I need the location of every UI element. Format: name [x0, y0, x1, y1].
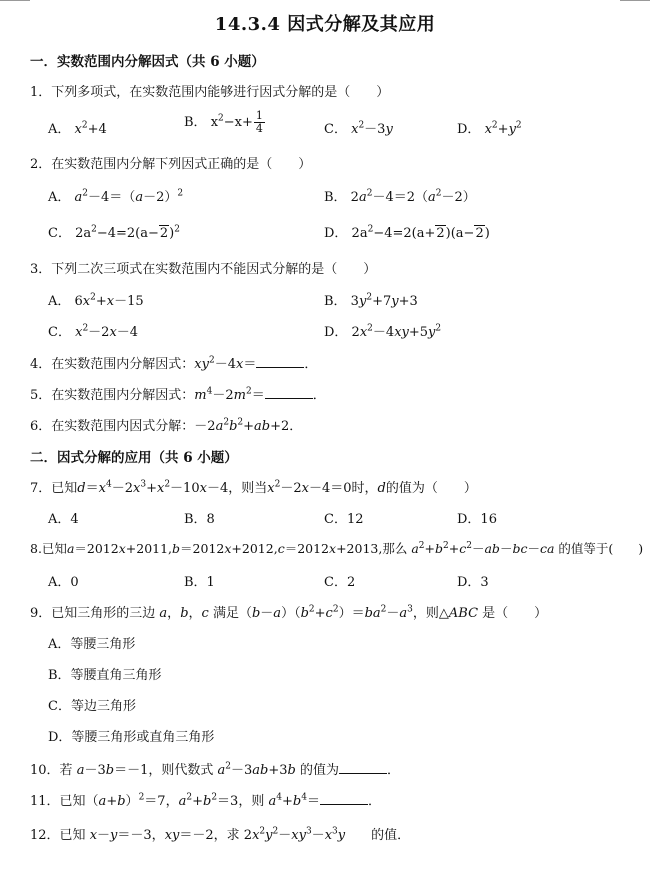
answer-blank [339, 761, 387, 774]
sqrt-two: 2 [475, 226, 484, 241]
question-5: 5．在实数范围内分解因式：$m^4-2m^2=$ ． [30, 386, 326, 403]
q7-option-c: C．12 [324, 512, 364, 527]
question-3-stem: 3．下列二次三项式在实数范围内不能因式分解的是（ ） [30, 262, 377, 277]
fraction-one-quarter: $\frac{1}{4}$ [255, 109, 263, 135]
question-2-stem: 2．在实数范围内分解下列因式正确的是（ ） [30, 157, 312, 172]
question-4: 4．在实数范围内分解因式：$xy^2-4x=$ ． [30, 355, 318, 372]
answer-blank [265, 386, 313, 399]
q9-option-b: B．等腰直角三角形 [48, 668, 162, 683]
q3-option-c: C． $x^2-2x-4$ [48, 323, 139, 340]
q8-option-a: A．0 [48, 575, 79, 590]
q7-option-b: B．8 [184, 512, 215, 527]
q3-option-b: B． $3y^2+7y+3$ [324, 292, 418, 309]
q2-option-c: C． $2a^2-4=2(a-2)^2$ [48, 224, 180, 241]
q1-option-a: A． $x^2+4$ [48, 120, 107, 137]
q2-option-d: D． $2a^2-4=2(a+2)(a-2)$ [324, 224, 490, 241]
header-rule-right [620, 0, 650, 1]
question-6: 6．在实数范围内因式分解：$-2a^2b^2+ab+2$． [30, 417, 303, 434]
q1-option-c: C． $x^2-3y$ [324, 120, 393, 137]
question-9-stem: 9．已知三角形的三边 a，b，c 满足$(b-a)(b^2+c^2)=ba^2-a^3$，则△ABC 是（ ） [30, 604, 548, 621]
q8-option-d: D．3 [457, 575, 489, 590]
q1-option-b: B． $x^2-x+$ $\frac{1}{4}$ [184, 109, 263, 135]
q9-option-d: D．等腰三角形或直角三角形 [48, 730, 215, 745]
question-12: 12．已知 x－y＝－3，xy＝－2，求 $2x^2y^2-xy^3-x^3y$ 的值． [30, 826, 411, 843]
question-7-stem: 7．已知$d=x^4-2x^3+x^2-10x-4$，则当$x^2-2x-4=0$时，d的值为（ ） [30, 479, 477, 496]
q3-option-d: D． $2x^2-4xy+5y^2$ [324, 323, 442, 340]
q8-option-b: B．1 [184, 575, 215, 590]
q2-option-a: A． $a^2-4=(a-2)^2$ [48, 188, 184, 205]
q1-option-d: D． $x^2+y^2$ [457, 120, 522, 137]
answer-blank [320, 792, 368, 805]
q7-option-a: A．4 [48, 512, 79, 527]
header-rule-left [0, 0, 30, 1]
section-heading-2: 二．因式分解的应用（共 6 小题） [30, 450, 238, 466]
answer-blank [256, 355, 304, 368]
q9-option-c: C．等边三角形 [48, 699, 136, 714]
sqrt-two: 2 [159, 226, 169, 241]
q9-option-a: A．等腰三角形 [48, 637, 136, 652]
question-1-stem: 1．下列多项式，在实数范围内能够进行因式分解的是（ ） [30, 85, 390, 100]
q2-option-b: B． $2a^2-4=2(a^2-2)$ [324, 188, 476, 205]
sqrt-two: 2 [436, 226, 445, 241]
q7-option-d: D．16 [457, 512, 497, 527]
section-heading-1: 一．实数范围内分解因式（共 6 小题） [30, 54, 265, 70]
q3-option-a: A． $6x^2+x-15$ [48, 292, 144, 309]
page-title: 14.3.4 因式分解及其应用 [214, 14, 436, 35]
question-11: 11．已知$(a+b)^2=7$，$a^2+b^2=3$，则 $a^4+b^4=$ ． [30, 792, 381, 809]
question-10: 10．若 a－3b＝－1，则代数式 $a^2-3ab+3b$ 的值为 ． [30, 761, 401, 778]
q8-option-c: C．2 [324, 575, 356, 590]
question-8-stem: 8.已知a＝2012x+2011,b＝2012x+2012,c＝2012x+2013,那么 $a^2+b^2+c^2-ab-bc-ca$ 的值等于( ) [30, 540, 644, 556]
